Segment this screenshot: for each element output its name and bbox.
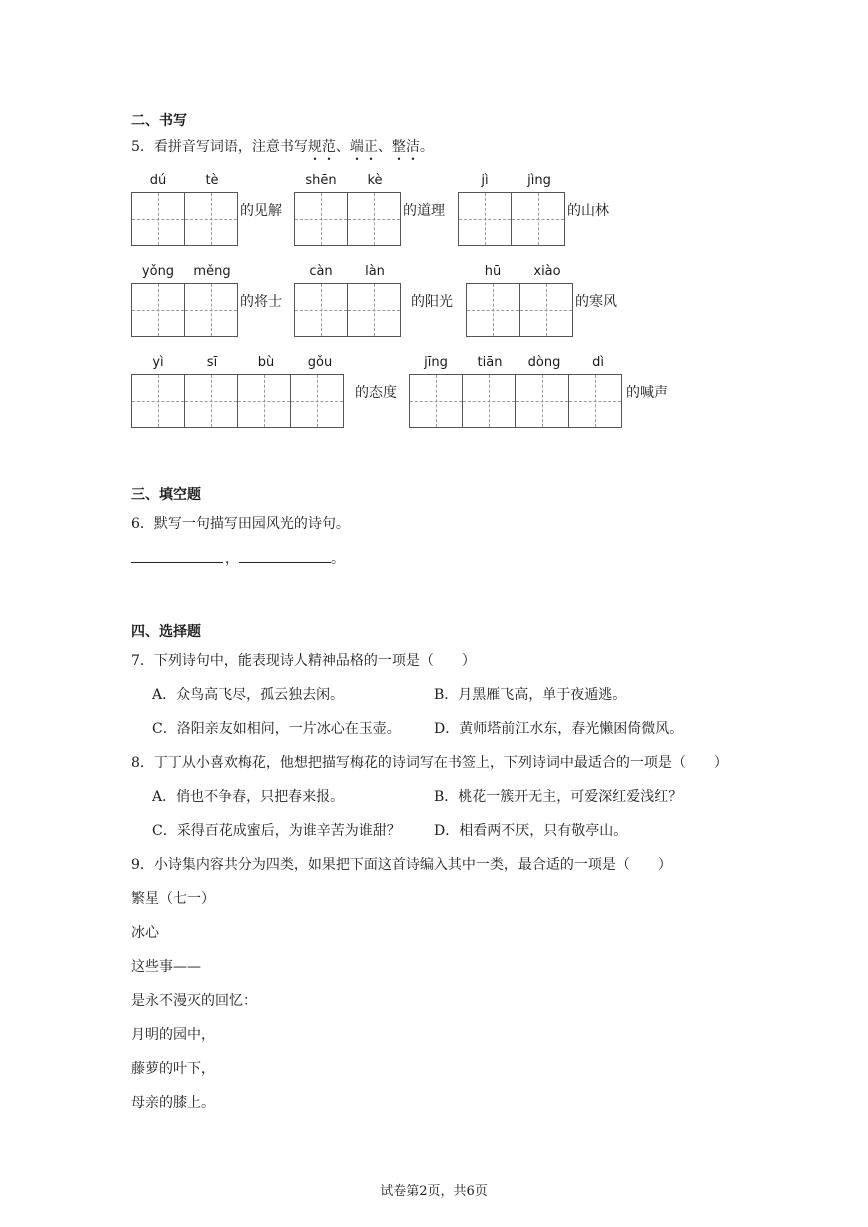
q8-stem: 8．丁丁从小喜欢梅花，他想把描写梅花的诗词写在书签上，下列诗词中最适合的一项是（ ） bbox=[131, 755, 728, 771]
q7-option-a[interactable]: A．众鸟高飞尽，孤云独去闲。 bbox=[152, 687, 345, 703]
q7-option-c[interactable]: C．洛阳亲友如相问，一片冰心在玉壶。 bbox=[152, 721, 401, 737]
q5-item6-pinyin1: hū bbox=[484, 264, 502, 279]
q5-item4-suffix: 的将士 bbox=[240, 294, 282, 310]
section-title-choice: 四、选择题 bbox=[131, 624, 201, 640]
q5-item3-pinyin2: jìng bbox=[527, 173, 551, 188]
q5-item4-grid[interactable] bbox=[131, 283, 238, 337]
q5-item8-grid[interactable] bbox=[409, 374, 622, 428]
q5-stem-dotted: 规范、端正、整洁 bbox=[307, 139, 420, 155]
q5-item7-grid[interactable] bbox=[131, 374, 344, 428]
q7-stem: 7．下列诗句中，能表现诗人精神品格的一项是（ ） bbox=[131, 653, 476, 669]
q7-option-d[interactable]: D．黄师塔前江水东，春光懒困倚微风。 bbox=[434, 721, 684, 737]
q5-item8-suffix: 的喊声 bbox=[626, 385, 668, 401]
q5-item1-pinyin2: tè bbox=[205, 173, 219, 188]
q5-item2-grid[interactable] bbox=[294, 192, 401, 246]
q9-poem-line-3: 月明的园中， bbox=[131, 1027, 215, 1043]
q5-item5-suffix: 的阳光 bbox=[411, 294, 453, 310]
q5-item4-pinyin2: měng bbox=[193, 264, 231, 279]
q5-item5-pinyin2: làn bbox=[365, 264, 385, 279]
q9-poem-line-4: 藤萝的叶下， bbox=[131, 1061, 215, 1077]
q5-item1-grid[interactable] bbox=[131, 192, 238, 246]
q9-poem-line-1: 这些事—— bbox=[131, 959, 201, 975]
q5-item6-suffix: 的寒风 bbox=[575, 294, 617, 310]
q7-option-b[interactable]: B．月黑雁飞高，单于夜遁逃。 bbox=[434, 687, 627, 703]
q5-item8-pinyin3: dòng bbox=[527, 355, 561, 370]
q5-item8-pinyin2: tiān bbox=[477, 355, 503, 370]
q5-item6-grid[interactable] bbox=[466, 283, 573, 337]
q5-item2-pinyin1: shēn bbox=[305, 173, 337, 188]
q5-item8-pinyin1: jīng bbox=[424, 355, 448, 370]
q5-item3-suffix: 的山林 bbox=[567, 203, 609, 219]
q6-blank-1[interactable] bbox=[131, 562, 223, 563]
q5-item7-pinyin1: yì bbox=[152, 355, 164, 370]
q5-stem-prefix: 5．看拼音写词语，注意书写 bbox=[131, 139, 308, 155]
q5-stem bbox=[131, 136, 434, 156]
q5-item1-pinyin1: dú bbox=[149, 173, 167, 188]
q8-option-a[interactable]: A．俏也不争春，只把春来报。 bbox=[152, 789, 345, 805]
q6-stem: 6．默写一句描写田园风光的诗句。 bbox=[131, 516, 350, 532]
q5-item2-pinyin2: kè bbox=[367, 173, 383, 188]
q8-option-b[interactable]: B．桃花一簇开无主，可爱深红爱浅红？ bbox=[434, 789, 683, 805]
q5-item1-suffix: 的见解 bbox=[240, 203, 282, 219]
q8-option-d[interactable]: D．相看两不厌，只有敬亭山。 bbox=[434, 823, 628, 839]
q6-period: 。 bbox=[331, 551, 345, 567]
q5-item7-suffix: 的态度 bbox=[355, 385, 397, 401]
section-title-writing: 二、书写 bbox=[131, 113, 187, 129]
q5-item6-pinyin2: xiào bbox=[533, 264, 561, 279]
q5-item4-pinyin1: yǒng bbox=[141, 264, 175, 279]
q5-item7-pinyin2: sī bbox=[206, 355, 218, 370]
q9-poem-title: 繁星（七一） bbox=[131, 891, 215, 907]
q9-poem-line-5: 母亲的膝上。 bbox=[131, 1095, 215, 1111]
page-footer: 试卷第2页，共6页 bbox=[380, 1184, 488, 1199]
q9-stem: 9．小诗集内容共分为四类，如果把下面这首诗编入其中一类，最合适的一项是（ ） bbox=[131, 857, 672, 873]
q5-item3-pinyin1: jì bbox=[481, 173, 489, 188]
q5-item8-pinyin4: dì bbox=[592, 355, 604, 370]
q5-item3-grid[interactable] bbox=[458, 192, 565, 246]
q9-poem-author: 冰心 bbox=[131, 925, 159, 941]
q5-item7-pinyin4: gǒu bbox=[307, 355, 333, 370]
q5-item5-grid[interactable] bbox=[294, 283, 401, 337]
q5-item5-pinyin1: càn bbox=[309, 264, 333, 279]
q6-blank-2[interactable] bbox=[239, 562, 331, 563]
q5-item2-suffix: 的道理 bbox=[403, 203, 445, 219]
q5-item7-pinyin3: bù bbox=[257, 355, 275, 370]
section-title-fill-blank: 三、填空题 bbox=[131, 487, 201, 503]
q8-option-c[interactable]: C．采得百花成蜜后，为谁辛苦为谁甜？ bbox=[152, 823, 401, 839]
q6-comma: ， bbox=[225, 551, 239, 567]
q5-stem-suffix: 。 bbox=[419, 139, 434, 155]
q9-poem-line-2: 是永不漫灭的回忆： bbox=[131, 993, 257, 1009]
